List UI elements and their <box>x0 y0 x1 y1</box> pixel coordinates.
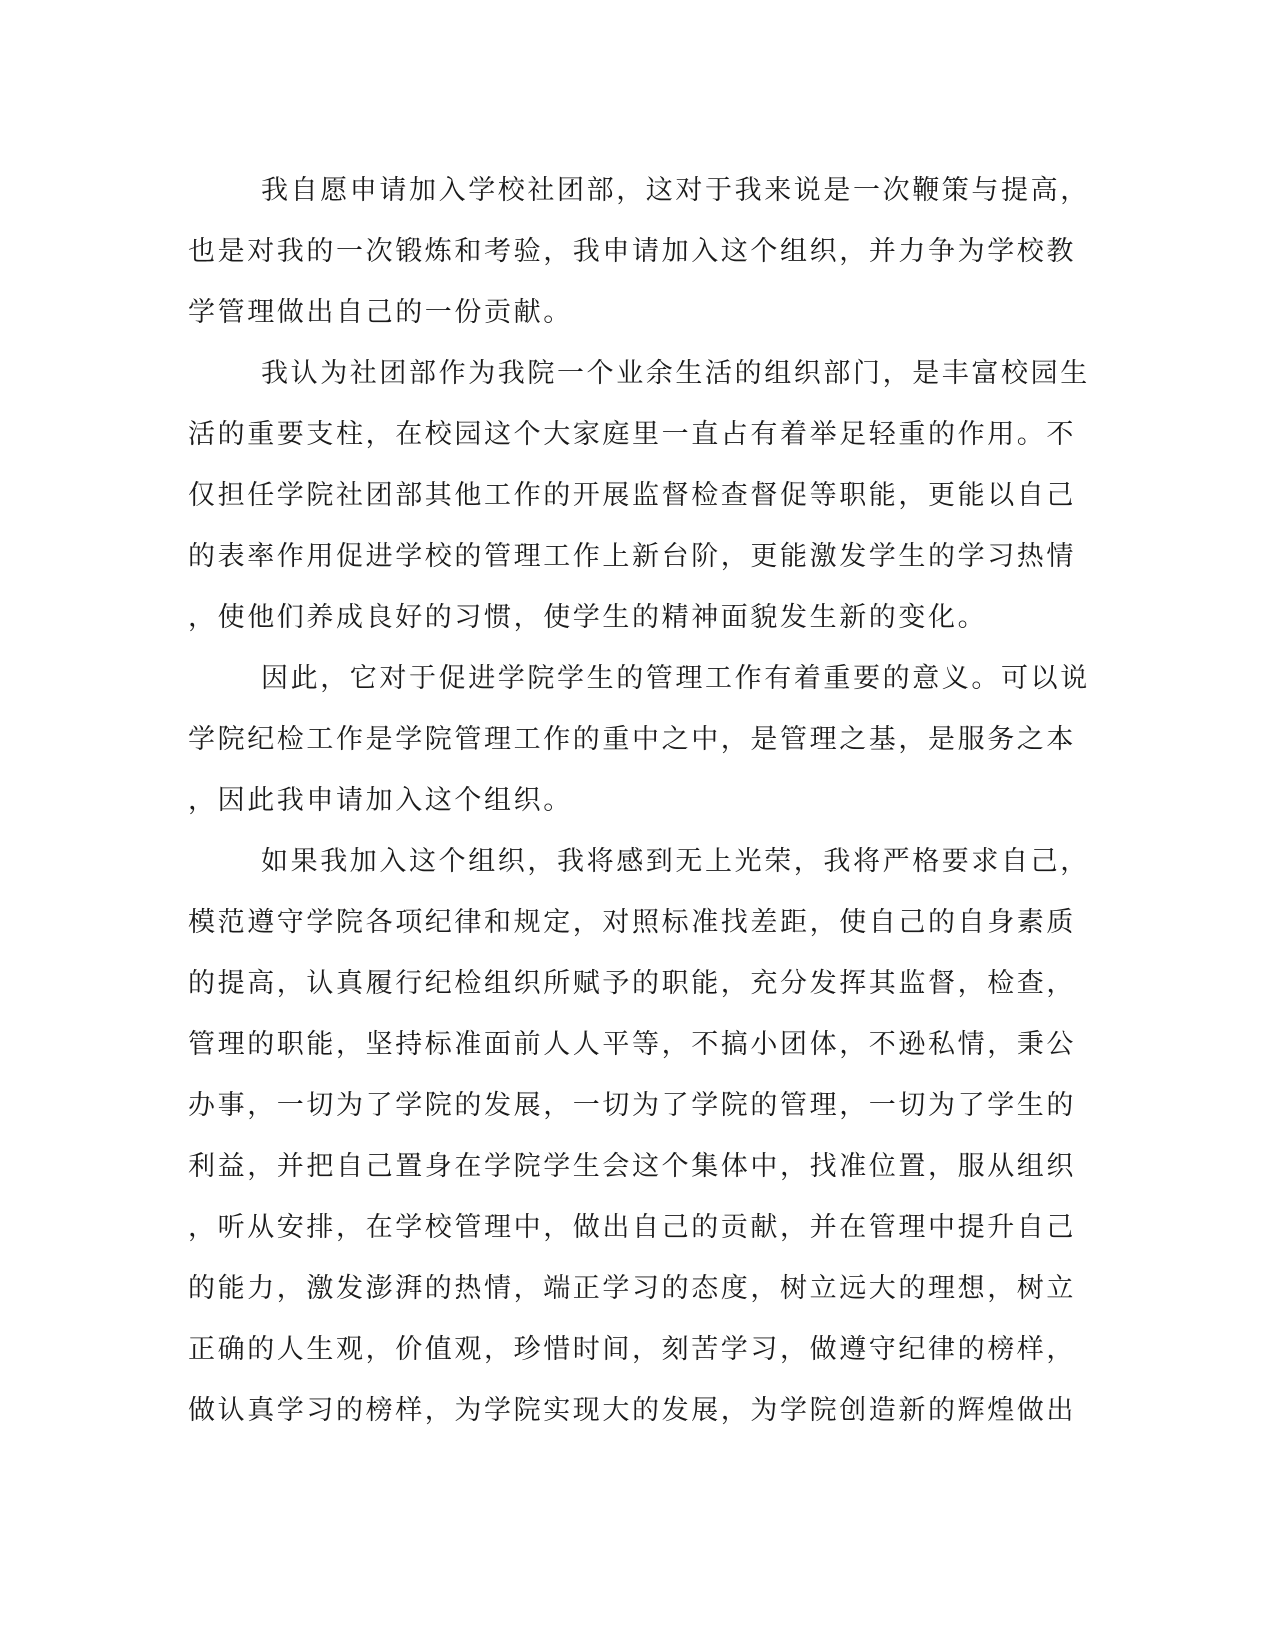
paragraph-line: 办事，一切为了学院的发展，一切为了学院的管理，一切为了学生的 <box>188 1090 1076 1121</box>
paragraph-line: 学院纪检工作是学院管理工作的重中之中，是管理之基，是服务之本 <box>188 724 1076 755</box>
paragraph-line: 如果我加入这个组织，我将感到无上光荣，我将严格要求自己， <box>261 846 1090 877</box>
paragraph-line: ，使他们养成良好的习惯，使学生的精神面貌发生新的变化。 <box>188 602 988 633</box>
paragraph-line: 管理的职能，坚持标准面前人人平等，不搞小团体，不逊私情，秉公 <box>188 1029 1076 1060</box>
paragraph-3 <box>188 648 1090 831</box>
paragraph-line: 学管理做出自己的一份贡献。 <box>188 297 573 328</box>
paragraph-line: 利益，并把自己置身在学院学生会这个集体中，找准位置，服从组织 <box>188 1151 1076 1182</box>
document-body <box>188 160 1090 1441</box>
paragraph-line: 的提高，认真履行纪检组织所赋予的职能，充分发挥其监督，检查， <box>188 968 1076 999</box>
paragraph-line: 活的重要支柱，在校园这个大家庭里一直占有着举足轻重的作用。不 <box>188 419 1076 450</box>
paragraph-line: ，因此我申请加入这个组织。 <box>188 785 573 816</box>
paragraph-4 <box>188 831 1090 1441</box>
paragraph-line: 正确的人生观，价值观，珍惜时间，刻苦学习，做遵守纪律的榜样， <box>188 1334 1076 1365</box>
paragraph-line: 做认真学习的榜样，为学院实现大的发展，为学院创造新的辉煌做出 <box>188 1395 1076 1426</box>
paragraph-line: 仅担任学院社团部其他工作的开展监督检查督促等职能，更能以自己 <box>188 480 1076 511</box>
paragraph-1 <box>188 160 1090 343</box>
paragraph-2 <box>188 343 1090 648</box>
paragraph-line: 我自愿申请加入学校社团部，这对于我来说是一次鞭策与提高， <box>261 175 1090 206</box>
paragraph-line: 的表率作用促进学校的管理工作上新台阶，更能激发学生的学习热情 <box>188 541 1076 572</box>
paragraph-line: 的能力，激发澎湃的热情，端正学习的态度，树立远大的理想，树立 <box>188 1273 1076 1304</box>
paragraph-line: 也是对我的一次锻炼和考验，我申请加入这个组织，并力争为学校教 <box>188 236 1076 267</box>
paragraph-line: 模范遵守学院各项纪律和规定，对照标准找差距，使自己的自身素质 <box>188 907 1076 938</box>
paragraph-line: 我认为社团部作为我院一个业余生活的组织部门，是丰富校园生 <box>261 358 1090 389</box>
paragraph-line: ，听从安排，在学校管理中，做出自己的贡献，并在管理中提升自己 <box>188 1212 1076 1243</box>
paragraph-line: 因此，它对于促进学院学生的管理工作有着重要的意义。可以说 <box>261 663 1090 694</box>
